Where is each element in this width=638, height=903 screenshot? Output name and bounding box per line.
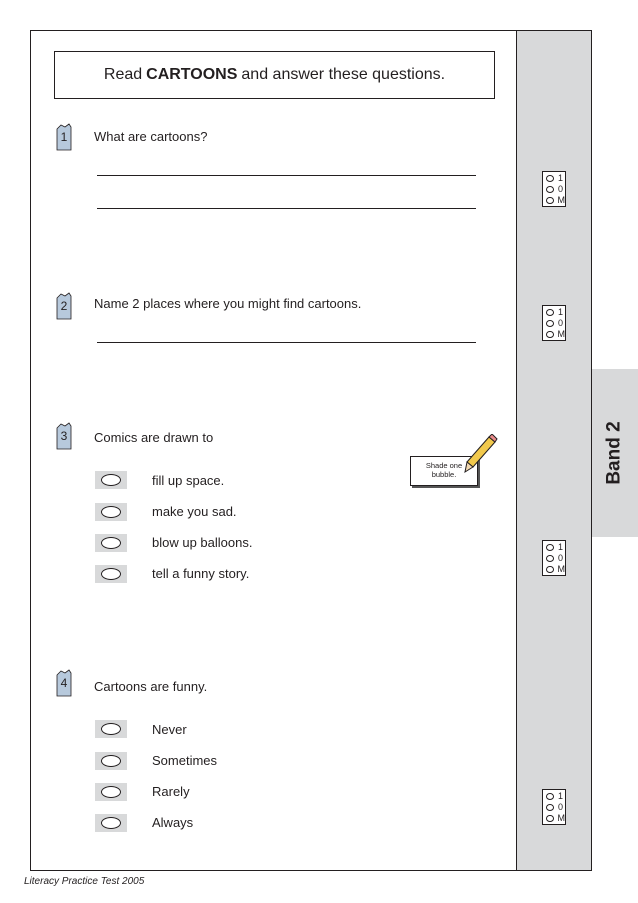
title-prefix: Read [103,66,143,83]
page-frame [30,30,592,871]
score-circle-icon[interactable] [546,309,554,316]
answer-bubble[interactable] [95,534,127,552]
score-label: 1 [558,173,564,183]
score-label: 0 [558,553,564,563]
score-label: M [557,813,565,823]
title-suffix: and answer these questions. [241,66,446,83]
bubble-oval [101,568,121,580]
score-circle-icon[interactable] [546,331,554,338]
question-number-badge [55,669,73,693]
question-text: Cartoons are funny. [94,679,208,694]
question-number-badge [55,292,73,316]
pencil-icon [462,434,498,474]
score-circle-icon[interactable] [546,793,554,800]
bubble-oval [101,723,121,735]
question-number: 3 [60,429,68,443]
answer-bubble[interactable] [95,752,127,770]
score-label: M [557,195,565,205]
answer-line[interactable] [97,342,476,343]
score-circle-icon[interactable] [546,815,554,822]
option-label: Always [152,815,194,830]
bubble-oval [101,817,121,829]
question-number: 2 [60,299,68,313]
score-label: 0 [558,802,564,812]
band-label-wrap [592,369,638,537]
score-label: M [557,329,565,339]
score-label: 0 [558,318,564,328]
score-circle-icon[interactable] [546,175,554,182]
answer-bubble[interactable] [95,471,127,489]
score-box[interactable] [542,171,566,207]
score-label: 1 [558,791,564,801]
score-circle-icon[interactable] [546,197,554,204]
option-label: Sometimes [152,753,218,768]
score-box[interactable] [542,789,566,825]
answer-line[interactable] [97,175,476,176]
score-circle-icon[interactable] [546,555,554,562]
option-label: tell a funny story. [152,566,250,581]
question-number-badge [55,123,73,147]
question-text: What are cartoons? [94,129,208,144]
answer-bubble[interactable] [95,565,127,583]
score-circle-icon[interactable] [546,186,554,193]
score-label: 1 [558,542,564,552]
score-box[interactable] [542,305,566,341]
score-box[interactable] [542,540,566,576]
score-label: 0 [558,184,564,194]
bubble-oval [101,755,121,767]
shade-note-line1: Shade one [425,461,463,470]
score-label: M [557,564,565,574]
option-label: make you sad. [152,504,237,519]
question-text: Name 2 places where you might find cartoons. [94,296,362,311]
score-circle-icon[interactable] [546,544,554,551]
bubble-oval [101,474,121,486]
bubble-oval [101,537,121,549]
shade-note-line2: bubble. [431,470,457,479]
answer-bubble[interactable] [95,503,127,521]
answer-bubble[interactable] [95,783,127,801]
question-number: 4 [60,676,68,690]
score-circle-icon[interactable] [546,320,554,327]
bubble-oval [101,786,121,798]
band-label: Band 2 [604,421,626,485]
option-label: Rarely [152,784,190,799]
option-label: fill up space. [152,473,225,488]
option-label: blow up balloons. [152,535,253,550]
score-circle-icon[interactable] [546,566,554,573]
bubble-oval [101,506,121,518]
answer-bubble[interactable] [95,814,127,832]
footer-text: Literacy Practice Test 2005 [24,876,145,887]
question-text: Comics are drawn to [94,430,214,445]
answer-bubble[interactable] [95,720,127,738]
answer-line[interactable] [97,208,476,209]
title-bold: CARTOONS [146,66,238,83]
question-number-badge [55,422,73,446]
score-circle-icon[interactable] [546,804,554,811]
question-number: 1 [60,130,68,144]
option-label: Never [152,722,187,737]
score-label: 1 [558,307,564,317]
instruction-box [54,51,495,99]
